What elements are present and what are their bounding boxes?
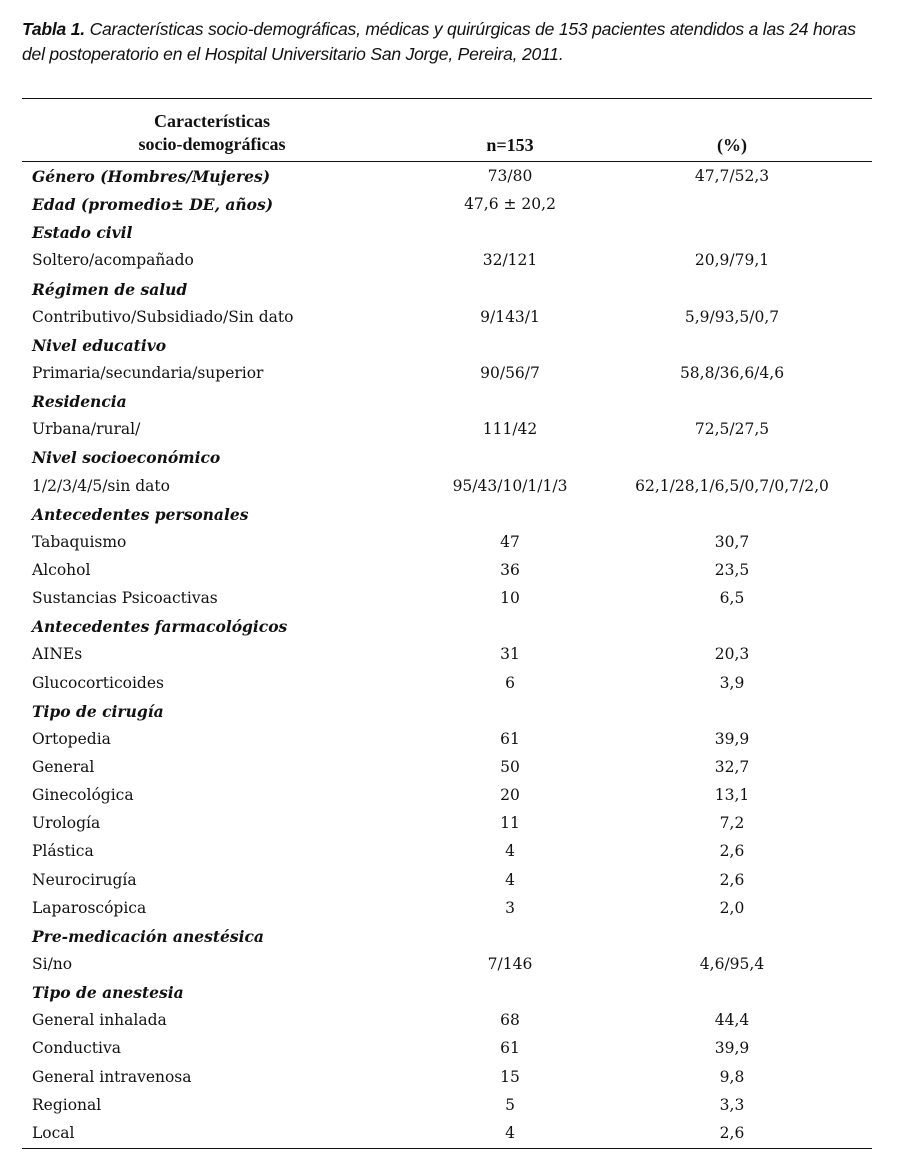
- row-percent: 9,8: [719, 1067, 745, 1086]
- table-row: [22, 529, 872, 557]
- table-row: [22, 1007, 872, 1035]
- category-row: [22, 219, 872, 247]
- row-label: General intravenosa: [32, 1067, 192, 1086]
- row-count: 4: [505, 870, 515, 889]
- row-label: 1/2/3/4/5/sin dato: [32, 476, 170, 495]
- category-row: [22, 444, 872, 472]
- row-percent: 23,5: [714, 560, 750, 579]
- row-count: 47: [500, 532, 520, 551]
- row-percent: 20,3: [714, 645, 750, 664]
- table-row: [22, 782, 872, 810]
- row-percent: 62,1/28,1/6,5/0,7/0,7/2,0: [635, 476, 829, 495]
- bottom-rule: [22, 1148, 872, 1149]
- row-label: Ortopedia: [32, 729, 111, 748]
- table-row: [22, 247, 872, 275]
- header-characteristics: [112, 110, 312, 156]
- row-label: Urbana/rural/: [32, 420, 141, 439]
- table-row: [22, 670, 872, 698]
- row-label: Laparoscópica: [32, 898, 147, 917]
- row-percent: 3,3: [719, 1095, 745, 1114]
- caption-text: Características socio-demográficas, médicas y quirúrgicas de 153 pacientes atendidos a las 24 horas del postoperatorio en el Hospital Universitario San Jorge, Pereira, 2011.: [22, 19, 856, 64]
- table-row: [22, 360, 872, 388]
- row-label: Tabaquismo: [32, 532, 127, 551]
- row-label: General inhalada: [32, 1011, 167, 1030]
- row-label: Residencia: [32, 392, 127, 412]
- row-label: Antecedentes personales: [32, 504, 249, 524]
- table-row: [22, 895, 872, 923]
- table-body: [22, 163, 872, 1148]
- row-percent: 13,1: [714, 786, 750, 805]
- table-row: [22, 838, 872, 866]
- row-percent: 2,6: [719, 870, 745, 889]
- row-percent: 2,6: [719, 842, 745, 861]
- category-row: [22, 163, 872, 191]
- row-count: 36: [500, 560, 520, 579]
- header-n: n=153: [486, 135, 534, 155]
- row-percent: 3,9: [719, 673, 745, 692]
- row-count: 61: [500, 1039, 520, 1058]
- table-row: [22, 416, 872, 444]
- row-percent: 47,7/52,3: [694, 167, 770, 185]
- table-row: [22, 557, 872, 585]
- row-percent: 5,9/93,5/0,7: [684, 307, 780, 326]
- row-label: Soltero/acompañado: [32, 251, 194, 270]
- row-count: 61: [500, 729, 520, 748]
- row-count: 4: [505, 842, 515, 861]
- row-percent: 32,7: [714, 757, 750, 776]
- row-percent: 20,9/79,1: [694, 251, 770, 270]
- row-percent: 2,0: [719, 898, 745, 917]
- row-count: 10: [500, 589, 520, 608]
- row-label: Ginecológica: [32, 786, 134, 805]
- category-row: [22, 388, 872, 416]
- category-row: [22, 276, 872, 304]
- row-label: Nivel educativo: [32, 335, 167, 355]
- row-count: 50: [500, 757, 520, 776]
- row-count: 73/80: [487, 167, 533, 185]
- row-label: Regional: [32, 1095, 102, 1114]
- header-col1-line1: Características: [154, 111, 270, 131]
- row-label: Género (Hombres/Mujeres): [32, 167, 271, 186]
- row-count: 6: [505, 673, 515, 692]
- category-row: [22, 923, 872, 951]
- row-percent: 6,5: [719, 589, 745, 608]
- table-row: [22, 641, 872, 669]
- row-label: Tipo de cirugía: [32, 701, 164, 721]
- row-label: Alcohol: [32, 560, 91, 579]
- row-label: Si/no: [32, 954, 73, 973]
- table-row: [22, 951, 872, 979]
- header-col1-line2: socio-demográficas: [138, 134, 286, 154]
- table-row: [22, 1092, 872, 1120]
- row-label: Pre-medicación anestésica: [32, 926, 264, 946]
- row-count: 9/143/1: [480, 307, 540, 326]
- row-count: 5: [505, 1095, 515, 1114]
- row-count: 7/146: [487, 954, 533, 973]
- row-label: Plástica: [32, 842, 94, 861]
- row-count: 111/42: [482, 420, 538, 439]
- row-label: Local: [32, 1123, 75, 1142]
- row-percent: 39,9: [714, 1039, 750, 1058]
- row-count: 32/121: [482, 251, 538, 270]
- category-row: [22, 698, 872, 726]
- row-count: 15: [500, 1067, 520, 1086]
- table-row: [22, 726, 872, 754]
- table-caption: [22, 17, 882, 67]
- top-rule: [22, 98, 872, 99]
- row-label: Tipo de anestesia: [32, 983, 184, 1003]
- row-count: 3: [505, 898, 515, 917]
- table-row: [22, 1035, 872, 1063]
- row-count: 95/43/10/1/1/3: [452, 476, 568, 495]
- table-row: [22, 1064, 872, 1092]
- category-row: [22, 332, 872, 360]
- row-label: Neurocirugía: [32, 870, 137, 889]
- row-count: 11: [500, 814, 520, 833]
- row-label: Contributivo/Subsidiado/Sin dato: [32, 307, 294, 326]
- table-row: [22, 1120, 872, 1148]
- table-row: [22, 754, 872, 782]
- category-row: [22, 613, 872, 641]
- category-row: [22, 979, 872, 1007]
- row-count: 47,6 ± 20,2: [464, 195, 556, 214]
- row-percent: 44,4: [714, 1011, 750, 1030]
- row-label: AINEs: [32, 645, 83, 664]
- row-percent: 30,7: [714, 532, 750, 551]
- row-label: Sustancias Psicoactivas: [32, 589, 218, 608]
- row-percent: 39,9: [714, 729, 750, 748]
- row-label: Conductiva: [32, 1039, 121, 1058]
- category-row: [22, 501, 872, 529]
- category-row: [22, 191, 872, 219]
- header-percent: (%): [717, 135, 747, 155]
- row-percent: 4,6/95,4: [699, 954, 765, 973]
- row-count: 90/56/7: [480, 363, 540, 382]
- row-label: General: [32, 757, 95, 776]
- table-row: [22, 473, 872, 501]
- row-label: Régimen de salud: [32, 279, 188, 299]
- row-percent: 72,5/27,5: [694, 420, 770, 439]
- table-row: [22, 304, 872, 332]
- row-percent: 2,6: [719, 1123, 745, 1142]
- row-label: Glucocorticoides: [32, 673, 164, 692]
- table-row: [22, 810, 872, 838]
- row-label: Edad (promedio± DE, años): [32, 195, 274, 215]
- table-row: [22, 867, 872, 895]
- row-label: Estado civil: [32, 223, 133, 243]
- row-count: 68: [500, 1011, 520, 1030]
- row-count: 4: [505, 1123, 515, 1142]
- row-percent: 7,2: [719, 814, 745, 833]
- row-label: Antecedentes farmacológicos: [32, 617, 288, 637]
- caption-label: Tabla 1.: [22, 19, 85, 39]
- row-count: 31: [500, 645, 520, 664]
- row-percent: 58,8/36,6/4,6: [679, 363, 785, 382]
- row-label: Nivel socioeconómico: [32, 448, 221, 468]
- row-label: Urología: [32, 814, 101, 833]
- row-count: 20: [500, 786, 520, 805]
- header-rule: [22, 161, 872, 162]
- row-label: Primaria/secundaria/superior: [32, 363, 264, 382]
- table-row: [22, 585, 872, 613]
